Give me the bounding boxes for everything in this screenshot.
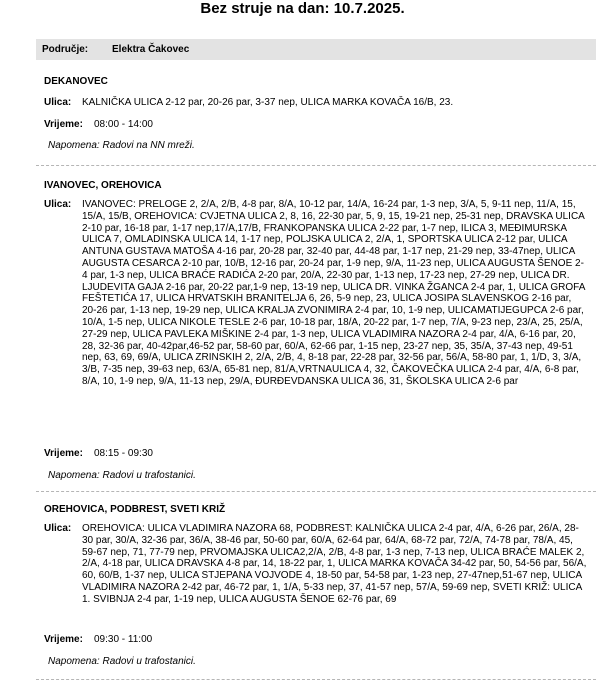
time-label: Vrijeme: xyxy=(44,634,83,645)
street-list: OREHOVICA: ULICA VLADIMIRA NAZORA 68, PODBREST: KALNIČKA ULICA 2-4 par, 4/A, 6-26 par, 26/A, 28-30 par, 30/A, 32-36 par, 36/A, 38-46 par, 50-60 par, 60/A, 62-64 par, 64/A, 68-72 par, 72/A, 74-78 par, 78/A, 45, 59-67 nep, 71, 77-79 nep, PRVOMAJSKA ULICA2,2/A, 2/B, 4-8 par, 1-3 nep, 7-13 nep, ULICA BRAĆE MALEK 2, 2/A, 4-18 par, ULICA DRAVSKA 4-8 par, 14, 18-22 par, 1, ULICA MARKA KOVAČA 34-42 par, 50, 54-56 par, 56/A, 60, 60/B, 1-37 nep, ULICA STJEPANA VOJVODE 4, 18-50 par, 54-58 par, 1-23 nep, 27-47nep,51-67 nep, ULICA VLADIMIRA NAZORA 2-42 par, 46-72 par, 1, 1/A, 5-33 nep, 37, 41-57 nep, 57/A, 59-69 nep, SVETI KRIŽ: ULICA 1. SVIBNJA 2-4 par, 1-19 nep, ULICA AUGUSTA ŠENOE 62-76 par, 69 xyxy=(82,523,587,605)
section-place: IVANOVEC, OREHOVICA xyxy=(44,180,162,191)
section-place: DEKANOVEC xyxy=(44,76,108,87)
area-value: Elektra Čakovec xyxy=(112,44,190,55)
section-note: Napomena: Radovi na NN mreži. xyxy=(48,140,195,151)
area-label: Područje: xyxy=(42,44,89,55)
street-label: Ulica: xyxy=(44,199,72,210)
time-label: Vrijeme: xyxy=(44,448,83,459)
area-bar xyxy=(36,39,596,60)
street-list: KALNIČKA ULICA 2-12 par, 20-26 par, 3-37 nep, ULICA MARKA KOVAČA 16/B, 23. xyxy=(82,97,454,108)
street-label: Ulica: xyxy=(44,97,72,108)
time-label: Vrijeme: xyxy=(44,119,83,130)
section-divider xyxy=(36,679,596,680)
section-divider xyxy=(36,491,596,492)
time-value: 08:00 - 14:00 xyxy=(94,119,153,130)
section-divider xyxy=(36,165,596,166)
section-note: Napomena: Radovi u trafostanici. xyxy=(48,470,196,481)
section-place: OREHOVICA, PODBREST, SVETI KRIŽ xyxy=(44,504,226,515)
time-value: 08:15 - 09:30 xyxy=(94,448,153,459)
street-label: Ulica: xyxy=(44,523,72,534)
time-value: 09:30 - 11:00 xyxy=(94,634,153,645)
street-list: IVANOVEC: PRELOGE 2, 2/A, 2/B, 4-8 par, 8/A, 10-12 par, 14/A, 16-24 par, 1-3 nep, 3/A, 5, 9-11 nep, 11/A, 15, 15/A, 15/B, OREHOVICA: CVJETNA ULICA 2, 8, 16, 22-30 par, 5, 9, 15, 19-21 nep, 25-31 nep, DRAVSKA ULICA 2-10 par, 16-18 par, 1-17 nep,17/A,17/B, FRANKOPANSKA ULICA 2-22 par, 1-7 nep, ILICA 3, MEĐIMURSKA ULICA 7, OMLADINSKA ULICA 14, 1-17 nep, POLJSKA ULICA 2, 2/A, 1, SPORTSKA ULICA 2-12 par, ULICA ANTUNA GUSTAVA MATOŠA 4-16 par, 20-28 par, 32-40 par, 44-48 par, 1-17 nep, 21-29 nep, 33-47nep, ULICA AUGUSTA CESARCA 2-10 par, 10/B, 12-16 par, 20-24 par, 1-9 nep, 9/A, 11-23 nep, ULICA AUGUSTA ŠENOE 2-4 par, 1-3 nep, ULICA BRAĆE RADIĆA 2-20 par, 20/A, 22-30 par, 1-13 nep, 17-23 nep, 27-29 nep, ULICA DR. LJUDEVITA GAJA 2-16 par, 20-22 par,1-9 nep, 13-19 nep, ULICA DR. VINKA ŽGANCA 2-4 par, 1, ULICA GROFA FEŠTETIĆA 17, ULICA HRVATSKIH BRANITELJA 6, 26, 5-9 nep, 23, ULICA JOSIPA SLAVENSKOG 2-16 par, 20-26 par, 1-13 nep, 19-29 nep, ULICA KRALJA ZVONIMIRA 2-4 par, 10, 1-9 nep, ULICAMATIJEGUPCA 2-6 par, 10/A, 1-5 nep, ULICA NIKOLE TESLE 2-6 par, 10-18 par, 18/A, 20-22 par, 1-7 nep, 7/A, 9-23 nep, 23/A, 25, 25/A, 27-29 nep, ULICA PAVLEKA MIŠKINE 2-4 par, 1-3 nep, ULICA VLADIMIRA NAZORA 2-4 par, 4/A, 6-16 par, 20, 28, 32-36 par, 40-42par,46-52 par, 58-60 par, 60/A, 62-66 par, 1-15 nep, 23-27 nep, 35, 35/A, 37-43 nep, 49-51 nep, 63, 69, 69/A, ULICA ZRINSKIH 2, 2/A, 2/B, 4, 8-18 par, 22-28 par, 32-56 par, 56/A, 58-80 par, 1, 1/D, 3, 3/A, 3/B, 7-35 nep, 39-63 nep, 63/A, 65-81 nep, 81/A,VRTNAULICA 4, 32, ČAKOVEČKA ULICA 2-4 par, 4/A, 6-8 par, 8/A, 10, 1-9 nep, 9/A, 11-13 nep, 29/A, ĐURĐEVDANSKA ULICA 36, 31, ŠKOLSKA ULICA 2-6 par xyxy=(82,199,585,387)
section-note: Napomena: Radovi u trafostanici. xyxy=(48,656,196,667)
page-title: Bez struje na dan: 10.7.2025. xyxy=(200,0,405,17)
